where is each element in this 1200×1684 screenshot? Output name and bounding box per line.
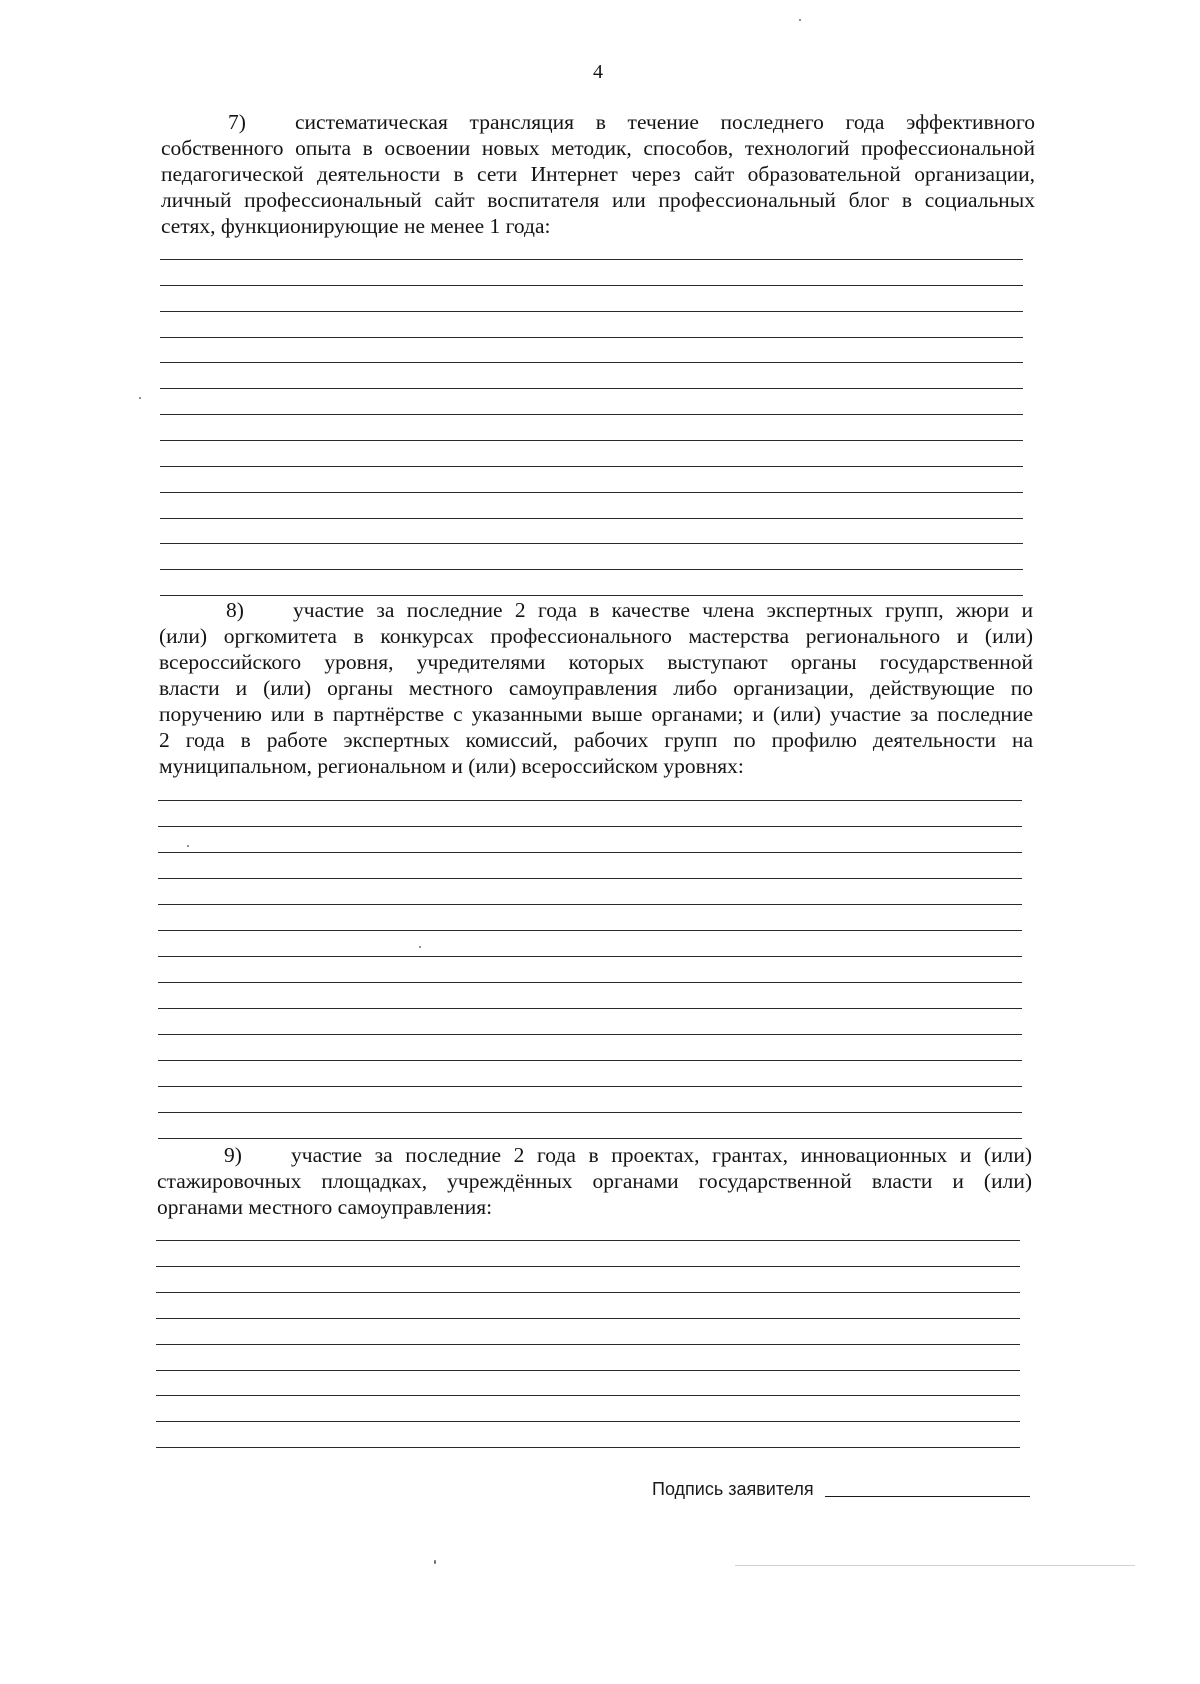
- answer-line: [160, 440, 1023, 441]
- page-number: 4: [593, 61, 603, 83]
- answer-line: [160, 543, 1023, 544]
- item-first-line: [157, 1142, 1032, 1168]
- answer-line: [156, 1344, 1020, 1345]
- answer-line: [158, 852, 1022, 853]
- answer-line: [158, 878, 1022, 879]
- answer-line: [156, 1447, 1020, 1448]
- signature-blank-line: [825, 1496, 1030, 1497]
- answer-line: [158, 1060, 1022, 1061]
- item-line-text: стажировочных площадках, учреждённых органами государственной власти и (или): [157, 1169, 1032, 1193]
- item-number: 7): [228, 110, 246, 134]
- answer-line: [156, 1318, 1020, 1319]
- item-line-text: 2 года в работе экспертных комиссий, рабочих групп по профилю деятельности на: [159, 728, 1033, 752]
- answer-line: [158, 904, 1022, 905]
- item-9: [157, 1142, 1032, 1220]
- item-line-text: власти и (или) органы местного самоуправления либо организации, действующие по: [159, 676, 1033, 700]
- signature-label: Подпись заявителя: [652, 1479, 814, 1499]
- item-line-text: сетях, функционирующие не менее 1 года:: [161, 214, 551, 238]
- answer-line: [160, 466, 1023, 467]
- item-7: [161, 109, 1035, 239]
- item-line-text: участие за последние 2 года в качестве члена экспертных групп, жюри и: [293, 598, 1033, 622]
- answer-line: [156, 1421, 1020, 1422]
- answer-line: [158, 1086, 1022, 1087]
- answer-line: [160, 259, 1023, 260]
- item-line-text: всероссийского уровня, учредителями которых выступают органы государственной: [159, 650, 1033, 674]
- answer-line: [160, 518, 1023, 519]
- item-line-text: органами местного самоуправления:: [157, 1195, 493, 1219]
- answer-line: [158, 1138, 1022, 1139]
- answer-line: [158, 1034, 1022, 1035]
- answer-line: [156, 1395, 1020, 1396]
- answer-line: [160, 595, 1023, 596]
- answer-line: [158, 930, 1022, 931]
- answer-line: [160, 388, 1023, 389]
- answer-line: [156, 1370, 1020, 1371]
- item-line-text: поручению или в партнёрстве с указанными выше органами; и (или) участие за последние: [159, 702, 1033, 726]
- answer-line: [160, 569, 1023, 570]
- scan-speck: [419, 946, 421, 948]
- scan-page-edge: [735, 1565, 1135, 1566]
- answer-line: [160, 311, 1023, 312]
- scan-speck: [187, 845, 189, 847]
- answer-line: [160, 414, 1023, 415]
- answer-line: [156, 1266, 1020, 1267]
- answer-line: [158, 956, 1022, 957]
- answer-line: [156, 1292, 1020, 1293]
- answer-line: [160, 492, 1023, 493]
- item-number: 8): [226, 598, 244, 622]
- answer-line: [158, 982, 1022, 983]
- item-line-text: (или) оргкомитета в конкурсах профессионального мастерства регионального и (или): [159, 624, 1033, 648]
- answer-line: [160, 337, 1023, 338]
- item-line-text: педагогической деятельности в сети Интернет через сайт образовательной организации,: [161, 162, 1035, 186]
- item-line-text: систематическая трансляция в течение последнего года эффективного: [295, 110, 1035, 134]
- item-number: 9): [224, 1143, 242, 1167]
- answer-line: [156, 1240, 1020, 1241]
- answer-line: [158, 826, 1022, 827]
- item-first-line: [161, 109, 1035, 135]
- answer-line: [160, 362, 1023, 363]
- scan-speck: [139, 397, 141, 399]
- answer-line: [158, 1008, 1022, 1009]
- scan-speck: [434, 1560, 436, 1564]
- item-first-line: [159, 597, 1033, 623]
- answer-line: [158, 800, 1022, 801]
- answer-line: [158, 1112, 1022, 1113]
- item-8: [159, 597, 1033, 779]
- item-line-text: участие за последние 2 года в проектах, грантах, инновационных и (или): [291, 1143, 1032, 1167]
- item-line-text: личный профессиональный сайт воспитателя или профессиональный блог в социальных: [161, 188, 1035, 212]
- scan-speck: [799, 19, 801, 21]
- item-line-text: собственного опыта в освоении новых методик, способов, технологий профессиональной: [161, 136, 1035, 160]
- item-line-text: муниципальном, региональном и (или) всероссийском уровнях:: [159, 754, 744, 778]
- answer-line: [160, 285, 1023, 286]
